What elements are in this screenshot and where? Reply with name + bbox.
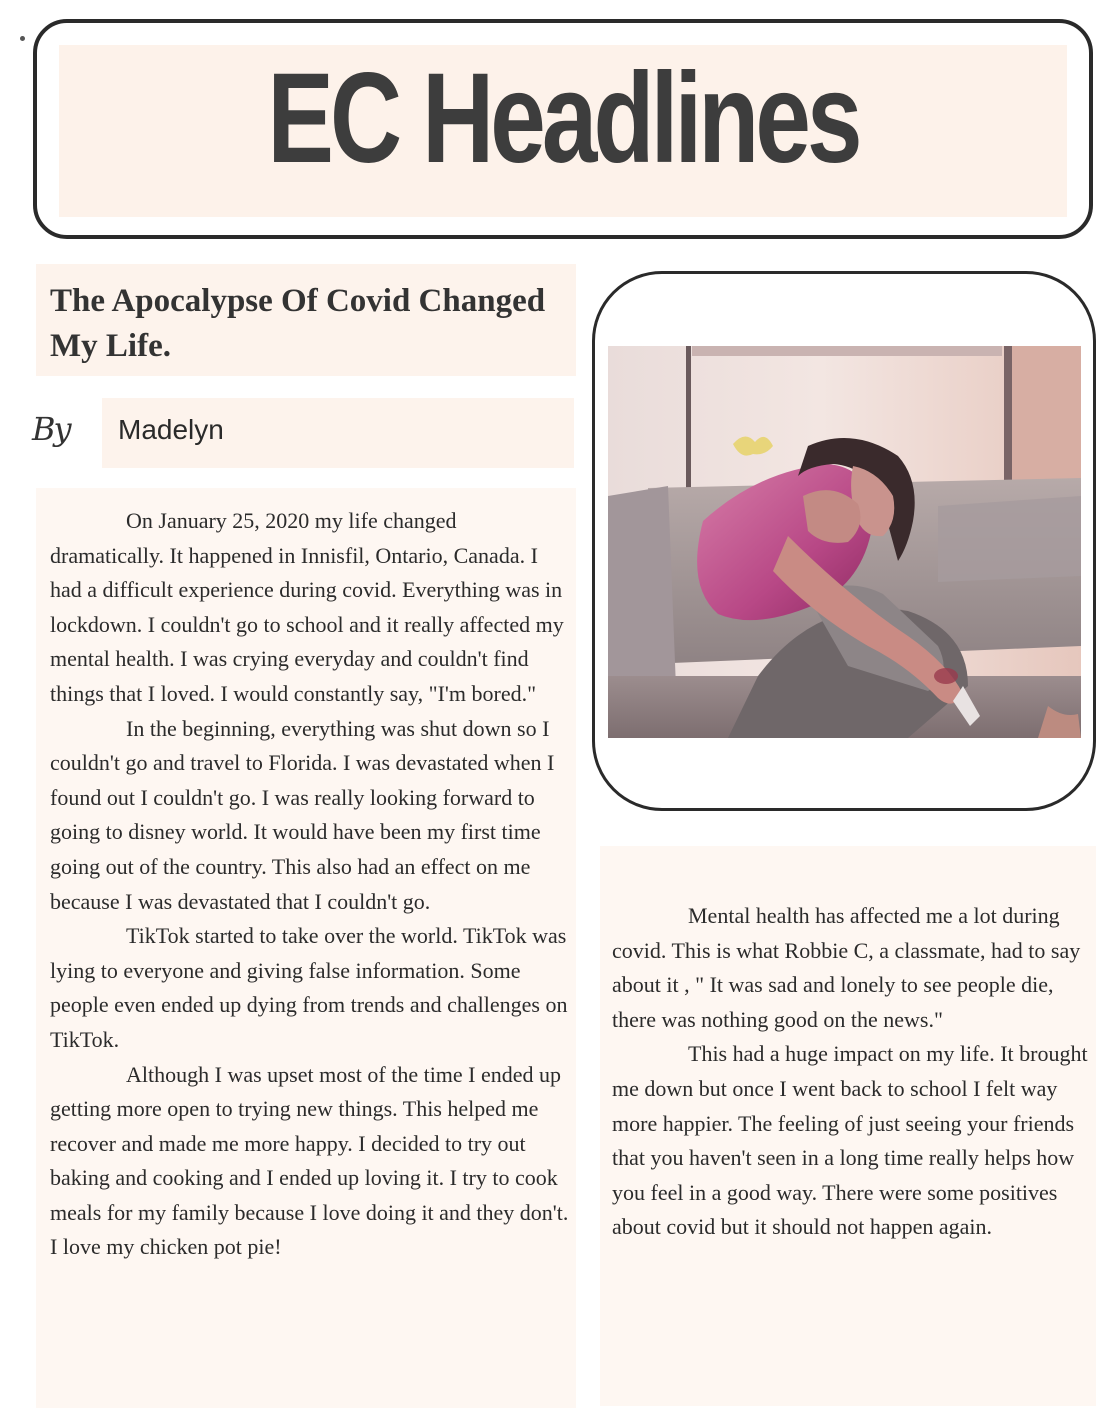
sad-girl-photo xyxy=(608,346,1081,738)
paragraph: Although I was upset most of the time I ended up getting more open to trying new things. This helped me recover and made me more happy. I decided to try out baking and cooking and I ended up loving it. I try to cook meals for my family because I love doing it and they don't. I love my chicken pot pie! xyxy=(50,1061,569,1260)
author-name: Madelyn xyxy=(118,414,224,445)
masthead-banner xyxy=(33,19,1093,239)
article-right-column xyxy=(612,899,1090,1245)
paragraph: On January 25, 2020 my life changed dramatically. It happened in Innisfil, Ontario, Canada. I had a difficult experience during covid. Everything was in lockdown. I couldn't go to school and it really affected my mental health. I was crying everyday and couldn't find things that I loved. I would constantly say, "I'm bored." xyxy=(50,508,564,706)
paragraph: TikTok started to take over the world. TikTok was lying to everyone and giving false information. Some people even ended up dying from trends and challenges on TikTok. xyxy=(50,923,568,1052)
paragraph: This had a huge impact on my life. It brought me down but once I went back to school I felt way more happier. The feeling of just seeing your friends that you haven't seen in a long time really helps how you feel in a good way. There were some positives about covid but it should not happen again. xyxy=(612,1041,1088,1240)
article-left-column xyxy=(50,504,570,1265)
byline-prefix: By xyxy=(32,410,70,448)
article-headline: The Apocalypse Of Covid Changed My Life. xyxy=(50,283,546,364)
paragraph: In the beginning, everything was shut down so I couldn't go and travel to Florida. I was devastated when I found out I couldn't go. I was really looking forward to going to disney world. It would have been my first time going out of the country. This also had an effect on me because I was devastated that I couldn't go. xyxy=(50,715,555,914)
masthead-title: EC Headlines xyxy=(267,47,859,190)
scan-speck xyxy=(20,36,25,41)
paragraph: Mental health has affected me a lot during covid. This is what Robbie C, a classmate, had to say about it , " It was sad and lonely to see people die, there was nothing good on the news." xyxy=(612,903,1081,1032)
